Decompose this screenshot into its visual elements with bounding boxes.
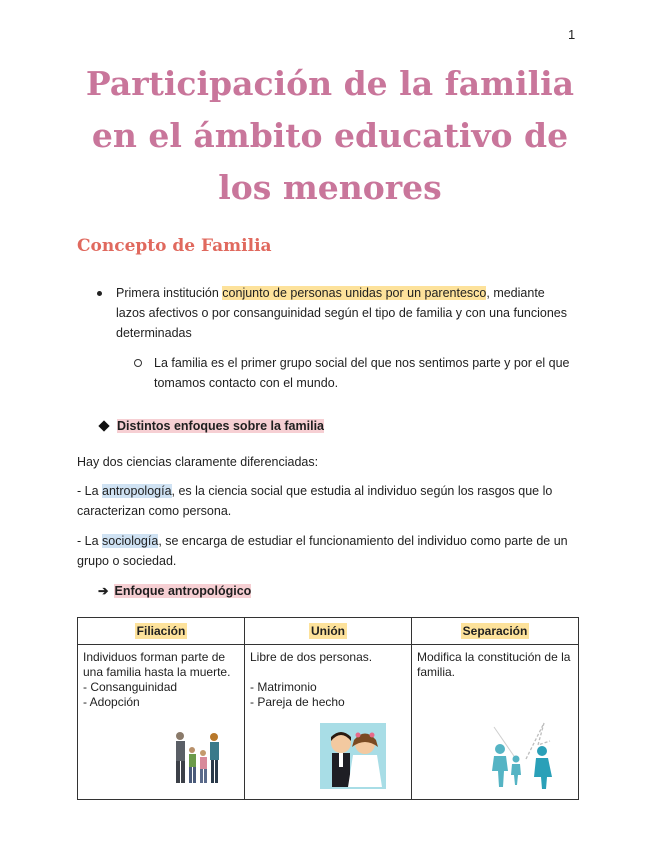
table-header-row [78, 618, 579, 645]
union-text: Libre de dos personas. [250, 650, 373, 664]
antropologia-rest: , es la ciencia social que estudia al individuo según los rasgos que lo caracterizan como persona. [77, 484, 553, 518]
wedding-couple-image [320, 723, 386, 789]
header-filiacion: Filiación [136, 624, 186, 638]
table-header-cell [412, 618, 579, 645]
diamond-heading [98, 419, 324, 433]
definition-text-end: , mediante lazos afectivos o por consanguinidad según el tipo de familia y con una funciones determinadas [116, 286, 567, 340]
bullet-dot [97, 291, 102, 296]
table-row [78, 645, 579, 800]
enfoque-table [77, 617, 579, 800]
list-item-definition [97, 283, 567, 343]
list-item-sub [134, 353, 574, 393]
union-item-1: - Matrimonio [250, 680, 317, 694]
arrow-heading [98, 583, 251, 598]
sociologia-rest: , se encarga de estudiar el funcionamiento del individuo como parte de un grupo o sociedad. [77, 534, 568, 568]
bullet-circle [134, 359, 142, 367]
definition-highlight: conjunto de personas unidas por un parentesco [222, 286, 487, 300]
filiacion-item-1: - Consanguinidad [83, 680, 178, 694]
filiacion-text: Individuos forman parte de una familia hasta la muerte. [83, 650, 231, 679]
arrow-heading-text: Enfoque antropológico [114, 584, 252, 598]
title-line-2: en el ámbito educativo de [91, 116, 569, 155]
cell-filiacion [78, 645, 245, 800]
definition-text-start: Primera institución [116, 286, 223, 300]
broken-family-image [486, 719, 560, 793]
sub-bullet-text: La familia es el primer grupo social del que nos sentimos parte y por el que tomamos contacto con el mundo. [154, 356, 570, 390]
sociologia-paragraph [77, 531, 577, 571]
filiacion-item-2: - Adopción [83, 695, 140, 709]
page-number: 1 [568, 27, 576, 42]
title-line-1: Participación de la familia [85, 64, 575, 103]
antropologia-term: antropología [102, 484, 172, 498]
header-union: Unión [311, 624, 345, 638]
header-separacion: Separación [462, 624, 528, 638]
intro-paragraph: Hay dos ciencias claramente diferenciadas: [77, 455, 319, 469]
spacer [250, 665, 406, 680]
page-title [60, 58, 600, 214]
cell-union [245, 645, 412, 800]
sociologia-term: sociología [102, 534, 159, 548]
union-item-2: - Pareja de hecho [250, 695, 345, 709]
separacion-text: Modifica la constitución de la familia. [417, 650, 571, 679]
antropologia-prefix: - La [77, 484, 103, 498]
diamond-heading-text: Distintos enfoques sobre la familia [117, 419, 324, 433]
table-header-cell [245, 618, 412, 645]
sociologia-prefix: - La [77, 534, 103, 548]
antropologia-paragraph [77, 481, 577, 521]
arrow-right-icon: ➔ [98, 584, 109, 598]
title-line-3: los menores [218, 168, 442, 207]
diamond-bullet-icon [98, 421, 109, 432]
section-heading: Concepto de Familia [77, 236, 272, 256]
family-group-image [170, 728, 222, 786]
table-header-cell [78, 618, 245, 645]
cell-separacion [412, 645, 579, 800]
